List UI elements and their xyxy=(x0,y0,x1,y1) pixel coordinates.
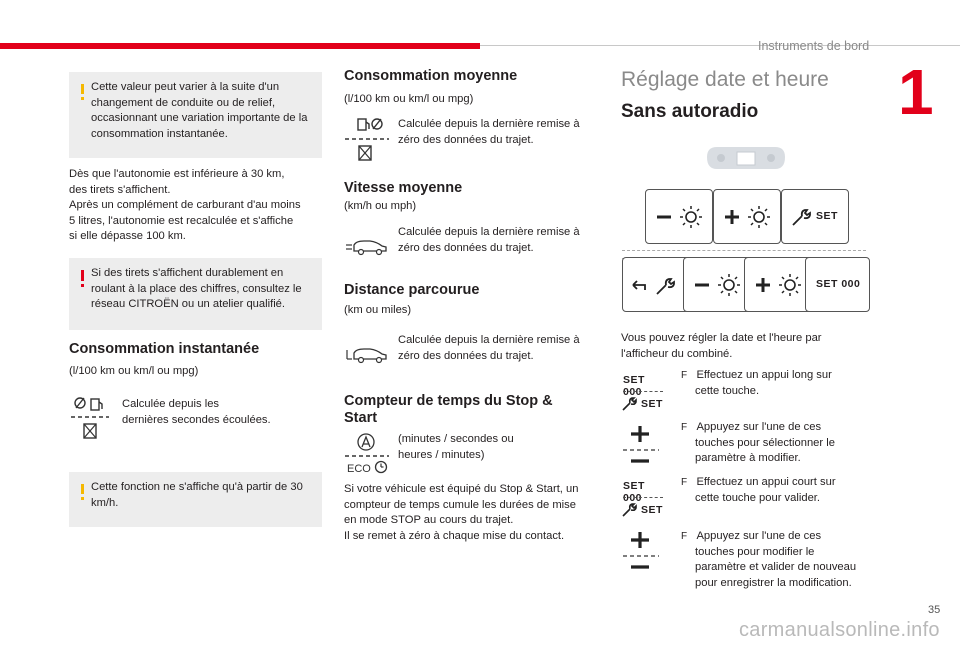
text-line: zéro des données du trajet. xyxy=(398,241,534,254)
bullet-glyph: F xyxy=(681,477,688,488)
bullet-glyph: F xyxy=(681,531,688,542)
text-line: l'afficheur du combiné. xyxy=(621,347,733,360)
heading-average-speed: Vitesse moyenne xyxy=(344,180,463,196)
brightness-up-button[interactable] xyxy=(713,189,781,244)
step2-plus-minus-icon xyxy=(621,424,661,468)
text-line: Effectuez un appui court sur xyxy=(696,476,836,488)
stop-start-paragraph xyxy=(344,482,609,544)
text-line: touches pour modifier le xyxy=(695,545,815,558)
wrench-icon xyxy=(790,207,812,229)
text-line: Calculée depuis les xyxy=(122,398,220,410)
text-line: Vous pouvez régler la date et l'heure par xyxy=(621,332,822,344)
dashed-line xyxy=(623,497,663,498)
info-icon-dot xyxy=(81,97,84,100)
step4-plus-minus-icon xyxy=(621,530,661,574)
distance-description xyxy=(398,333,580,364)
brightness-down-button[interactable] xyxy=(645,189,713,244)
section-title: Instruments de bord xyxy=(758,39,870,53)
note-text: Cette fonction ne s'affiche qu'à partir de 30 km/h. xyxy=(91,481,303,509)
instrument-cluster-icon xyxy=(703,143,789,173)
units-speed: (km/h ou mph) xyxy=(344,200,417,212)
footer-brand: carmanualsonline.info xyxy=(739,619,940,641)
speed-description xyxy=(398,225,580,256)
brightness-up-button-2[interactable] xyxy=(744,257,812,312)
heading-line: Start xyxy=(344,410,378,426)
text-line: compteur de temps cumule les durées de mise xyxy=(344,498,576,511)
units-instant: (l/100 km ou km/l ou mpg) xyxy=(69,365,199,377)
text-line: paramètre et valider de nouveau xyxy=(695,561,857,573)
text-line: Après un complément de carburant d'au moins xyxy=(69,199,301,211)
distance-icon xyxy=(344,340,390,368)
text-line: 5 litres, l'autonomie est recalculée et s'affiche xyxy=(69,214,294,227)
bullet-glyph: F xyxy=(681,370,688,381)
warning-note xyxy=(69,258,322,330)
text-line: Appuyez sur l'une de ces xyxy=(696,421,822,433)
dashed-line xyxy=(623,391,663,392)
text-line: Calculée depuis la dernière remise à xyxy=(398,226,580,238)
eco-label: ECO xyxy=(347,463,371,475)
text-line: zéro des données du trajet. xyxy=(398,133,534,146)
text-line: (minutes / secondes ou xyxy=(398,433,514,445)
step4-text xyxy=(681,529,856,591)
average-description xyxy=(398,117,580,148)
info-icon xyxy=(81,84,84,94)
text-line: Effectuez un appui long sur xyxy=(696,369,832,381)
heading-average-consumption: Consommation moyenne xyxy=(344,68,518,84)
page-number: 35 xyxy=(928,604,941,616)
text-line: Appuyez sur l'une de ces xyxy=(696,530,822,542)
set-000-button[interactable] xyxy=(805,257,870,312)
plus-brightness-icon xyxy=(722,204,774,230)
page-heading-date-time: Réglage date et heure xyxy=(621,68,829,91)
info-icon xyxy=(81,484,84,494)
average-speed-icon xyxy=(344,232,390,260)
step3-text xyxy=(681,475,836,506)
wrench-icon xyxy=(621,396,637,412)
heading-instant-consumption: Consommation instantanée xyxy=(69,341,260,357)
return-wrench-icon xyxy=(629,274,683,298)
text-line: paramètre à modifier. xyxy=(695,452,801,464)
instant-description xyxy=(122,397,271,428)
stop-start-units xyxy=(398,432,514,463)
bullet-glyph: F xyxy=(681,422,688,433)
text-line: touches pour sélectionner le xyxy=(695,436,835,449)
text-line: si elle dépasse 100 km. xyxy=(69,230,186,242)
info-icon-dot xyxy=(81,497,84,500)
header-red-bar xyxy=(0,43,480,49)
set-000-label: SET 000 xyxy=(816,278,861,290)
heading-distance: Distance parcourue xyxy=(344,282,480,298)
divider-upper xyxy=(622,250,866,251)
heading-line: Compteur de temps du Stop & xyxy=(344,393,553,409)
subheading-without-radio: Sans autoradio xyxy=(621,101,759,122)
text-line: Si votre véhicule est équipé du Stop & Start, un xyxy=(344,483,579,495)
units-distance: (km ou miles) xyxy=(344,304,412,316)
chapter-number: 1 xyxy=(898,56,934,128)
units-average: (l/100 km ou km/l ou mpg) xyxy=(344,93,474,105)
set-label: SET xyxy=(641,504,663,516)
text-line: cette touche. xyxy=(695,384,760,397)
text-line: en mode STOP au cours du trajet. xyxy=(344,514,514,526)
wrench-icon xyxy=(621,502,637,518)
instant-consumption-icon xyxy=(70,394,110,442)
info-note-variation xyxy=(69,72,322,158)
text-line: Calculée depuis la dernière remise à xyxy=(398,334,580,346)
warning-icon xyxy=(81,270,84,281)
plus-brightness-icon xyxy=(753,272,805,298)
set-000-label: SET 000 xyxy=(623,374,645,398)
text-line: dernières secondes écoulées. xyxy=(122,413,271,426)
minus-brightness-icon xyxy=(692,272,744,298)
set-label: SET xyxy=(816,210,838,222)
note-text: Cette valeur peut varier à la suite d'un changement de conduite ou de relief, occasionnant une variation importante de la consommation instantanée. xyxy=(91,81,308,140)
text-line: heures / minutes) xyxy=(398,448,485,461)
set-000-label: SET 000 xyxy=(623,480,645,504)
step2-text xyxy=(681,420,835,467)
minus-brightness-icon xyxy=(654,204,706,230)
text-line: Il se remet à zéro à chaque mise du contact. xyxy=(344,529,565,542)
step1-icon xyxy=(621,374,667,414)
back-wrench-button[interactable] xyxy=(622,257,690,312)
autonomy-paragraph xyxy=(69,167,329,245)
text-line: Dès que l'autonomie est inférieure à 30 km, xyxy=(69,168,285,180)
date-time-intro xyxy=(621,331,822,362)
wrench-set-button[interactable] xyxy=(781,189,849,244)
text-line: pour enregistrer la modification. xyxy=(695,576,852,589)
step3-icon xyxy=(621,480,667,520)
warning-text: Si des tirets s'affichent durablement en roulant à la place des chiffres, consultez le réseau CITROËN ou un atelier qualifié. xyxy=(91,267,302,310)
brightness-down-button-2[interactable] xyxy=(683,257,751,312)
text-line: Calculée depuis la dernière remise à xyxy=(398,118,580,130)
text-line: cette touche pour valider. xyxy=(695,491,821,504)
set-label: SET xyxy=(641,398,663,410)
text-line: des tirets s'affichent. xyxy=(69,183,171,196)
stop-start-icon xyxy=(344,432,390,476)
step1-text xyxy=(681,368,832,399)
text-line: zéro des données du trajet. xyxy=(398,349,534,362)
info-note-speed xyxy=(69,472,322,527)
average-consumption-icon xyxy=(344,116,390,164)
header-grey-line xyxy=(480,45,960,46)
warning-icon-dot xyxy=(81,284,84,287)
heading-stop-start xyxy=(344,393,553,427)
